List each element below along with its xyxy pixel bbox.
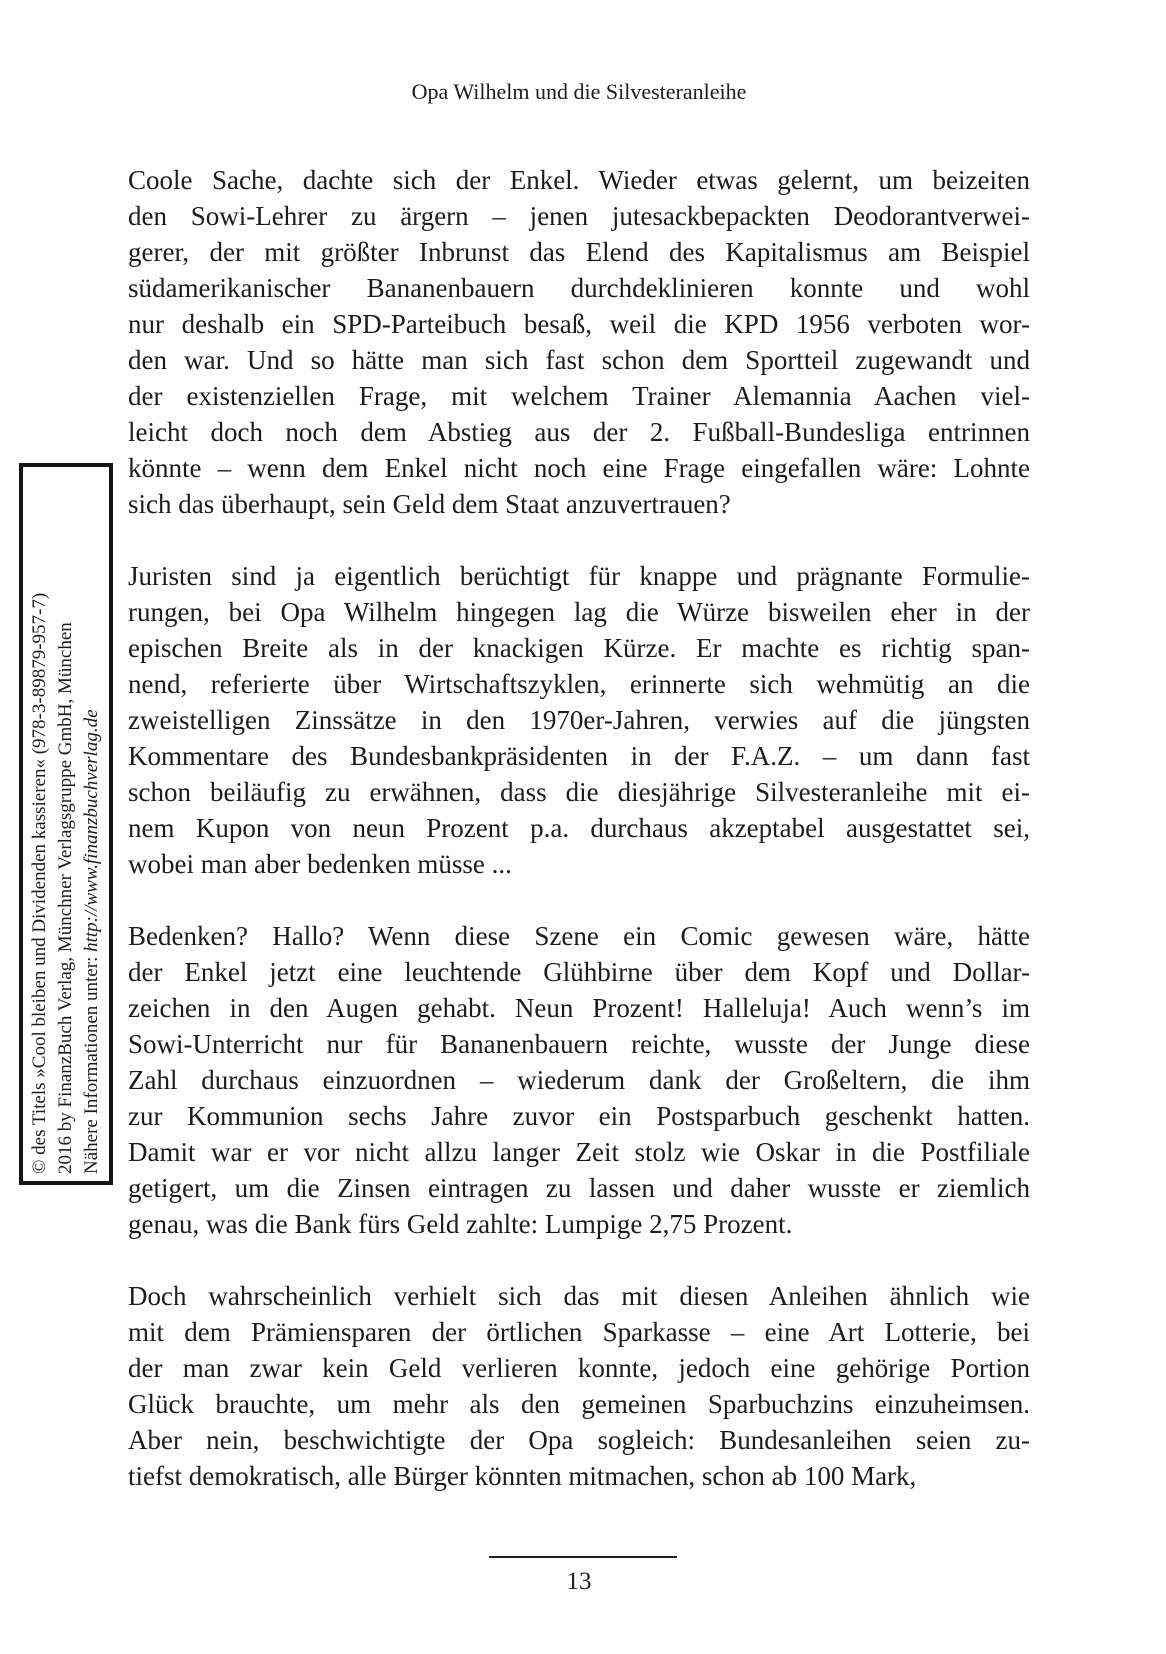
- text-line: den war. Und so hätte man sich fast schon dem Sportteil zugewandt und: [128, 345, 1030, 375]
- text-line: könnte – wenn dem Enkel nicht noch eine Frage eingefallen wäre: Lohnte: [128, 453, 1030, 483]
- copyright-sidebar: [19, 463, 113, 1185]
- text-line: nend, referierte über Wirtschaftszyklen, erinnerte sich wehmütig an die: [128, 669, 1030, 699]
- text-line: der man zwar kein Geld verlieren konnte, jedoch eine gehörige Portion: [128, 1353, 1030, 1383]
- text-line: nur deshalb ein SPD-Parteibuch besaß, weil die KPD 1956 verboten wor-: [128, 309, 1030, 339]
- text-line: Coole Sache, dachte sich der Enkel. Wieder etwas gelernt, um beizeiten: [128, 165, 1030, 195]
- page-number: 13: [566, 1568, 592, 1595]
- text-line: Aber nein, beschwichtigte der Opa sogleich: Bundesanleihen seien zu-: [128, 1425, 1030, 1455]
- copyright-rotated-text: [27, 474, 105, 1174]
- text-line: Damit war er vor nicht allzu langer Zeit stolz wie Oskar in die Postfiliale: [128, 1137, 1030, 1167]
- text-line: genau, was die Bank fürs Geld zahlte: Lumpige 2,75 Prozent.: [128, 1209, 793, 1239]
- text-line: Glück brauchte, um mehr als den gemeinen Sparbuchzins einzuheimsen.: [128, 1389, 1030, 1419]
- text-line: den Sowi-Lehrer zu ärgern – jenen jutesackbepackten Deodorantverwei-: [128, 201, 1030, 231]
- text-line: leicht doch noch dem Abstieg aus der 2. Fußball-Bundesliga entrinnen: [128, 417, 1030, 447]
- paragraph-2: [128, 558, 1030, 882]
- text-line: mit dem Prämiensparen der örtlichen Sparkasse – eine Art Lotterie, bei: [128, 1317, 1030, 1347]
- text-line: gerer, der mit größter Inbrunst das Elend des Kapitalismus am Beispiel: [128, 237, 1030, 267]
- text-line: wobei man aber bedenken müsse ...: [128, 849, 512, 879]
- text-line: Kommentare des Bundesbankpräsidenten in der F.A.Z. – um dann fast: [128, 741, 1030, 771]
- text-line: schon beiläufig zu erwähnen, dass die diesjährige Silvesteranleihe mit ei-: [128, 777, 1030, 807]
- text-line: der existenziellen Frage, mit welchem Trainer Alemannia Aachen viel-: [128, 381, 1030, 411]
- text-line: zweistelligen Zinssätze in den 1970er-Jahren, verwies auf die jüngsten: [128, 705, 1030, 735]
- footer-rule: [489, 1556, 677, 1558]
- copyright-line-1: © des Titels »Cool bleiben und Dividenden kassieren« (978-3-89879-957-7): [29, 592, 50, 1174]
- paragraph-4: [128, 1278, 1030, 1494]
- text-line: rungen, bei Opa Wilhelm hingegen lag die Würze bisweilen eher in der: [128, 597, 1030, 627]
- text-line: der Enkel jetzt eine leuchtende Glühbirne über dem Kopf und Dollar-: [128, 957, 1030, 987]
- text-line: zur Kommunion sechs Jahre zuvor ein Postsparbuch geschenkt hatten.: [128, 1101, 1030, 1131]
- text-line: südamerikanischer Bananenbauern durchdeklinieren konnte und wohl: [128, 273, 1030, 303]
- text-line: Doch wahrscheinlich verhielt sich das mit diesen Anleihen ähnlich wie: [128, 1281, 1030, 1311]
- text-line: epischen Breite als in der knackigen Kürze. Er machte es richtig span-: [128, 633, 1030, 663]
- text-line: Zahl durchaus einzuordnen – wiederum dank der Großeltern, die ihm: [128, 1065, 1030, 1095]
- text-line: tiefst demokratisch, alle Bürger könnten mitmachen, schon ab 100 Mark,: [128, 1461, 917, 1491]
- text-line: Sowi-Unterricht nur für Bananenbauern reichte, wusste der Junge diese: [128, 1029, 1030, 1059]
- paragraph-1: [128, 162, 1030, 522]
- copyright-line-3: [79, 474, 105, 1174]
- copyright-line-2: 2016 by FinanzBuch Verlag, Münchner Verlagsgruppe GmbH, München: [55, 622, 76, 1174]
- running-head: Opa Wilhelm und die Silvesteranleihe: [411, 79, 747, 104]
- paragraph-3: [128, 918, 1030, 1242]
- text-line: Juristen sind ja eigentlich berüchtigt für knappe und prägnante Formulie-: [128, 561, 1030, 591]
- text-line: getigert, um die Zinsen eintragen zu lassen und daher wusste er ziemlich: [128, 1173, 1030, 1203]
- text-line: sich das überhaupt, sein Geld dem Staat anzuvertrauen?: [128, 489, 731, 519]
- publisher-url: http://www.finanzbuchverlag.de: [81, 709, 102, 952]
- text-line: zeichen in den Augen gehabt. Neun Prozent! Halleluja! Auch wenn’s im: [128, 993, 1030, 1023]
- copyright-info-label: Nähere Informationen unter:: [81, 951, 102, 1174]
- body-text: [128, 162, 1030, 1494]
- text-line: nem Kupon von neun Prozent p.a. durchaus akzeptabel ausgestattet sei,: [128, 813, 1030, 843]
- text-line: Bedenken? Hallo? Wenn diese Szene ein Comic gewesen wäre, hätte: [128, 921, 1030, 951]
